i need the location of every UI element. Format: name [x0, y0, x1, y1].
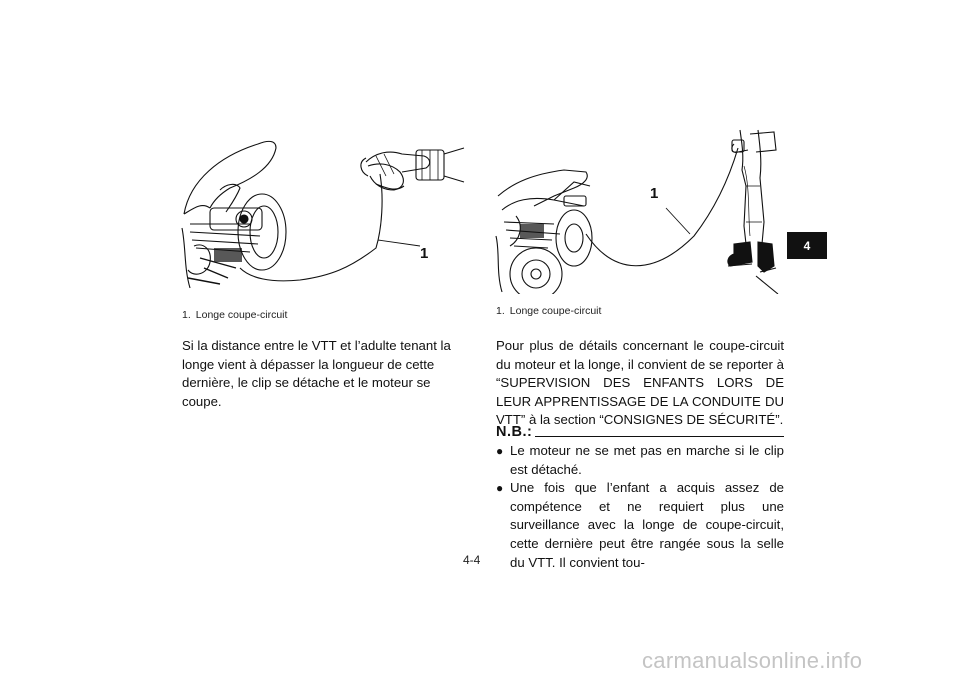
note-item — [496, 442, 784, 479]
left-illustration — [180, 128, 470, 298]
left-caption — [182, 309, 287, 321]
note-item-text: Une fois que l’enfant a acquis assez de compétence et ne requiert plus une surveillance avec la longe de coupe-circuit, cette dernière peut être rangée sous la selle du VTT. Il convient tou- — [510, 480, 784, 570]
note-rule — [535, 436, 784, 437]
right-body-paragraph: Pour plus de détails concernant le coupe-circuit du moteur et la longe, il convient de se reporter à “SUPERVISION DES ENFANTS LORS DE LEUR APPRENTISSAGE DE LA CONDUITE DU VTT” à la section “CONSIGNES DE SÉCURITÉ”. — [496, 338, 784, 428]
right-caption-text: Longe coupe-circuit — [509, 305, 602, 317]
note-list — [496, 442, 784, 572]
left-caption-number: 1. — [182, 309, 191, 321]
watermark-text: carmanualsonline.info — [642, 648, 863, 673]
right-caption — [496, 305, 601, 317]
page-number: 4-4 — [463, 553, 481, 567]
left-callout-number: 1 — [420, 245, 429, 262]
note-item-text: Le moteur ne se met pas en marche si le clip est détaché. — [510, 443, 784, 477]
chapter-tab: 4 — [787, 232, 827, 259]
note-block — [496, 424, 784, 572]
right-illustration — [494, 126, 786, 294]
note-item — [496, 479, 784, 572]
note-title: N.B.: — [496, 424, 533, 440]
right-callout-number: 1 — [650, 185, 659, 202]
note-header — [496, 424, 784, 440]
left-caption-text: Longe coupe-circuit — [195, 309, 288, 321]
left-body-paragraph: Si la distance entre le VTT et l’adulte tenant la longe vient à dépasser la longueur de cette dernière, le clip se détache et le moteur se coupe. — [182, 338, 451, 409]
right-caption-number: 1. — [496, 305, 505, 317]
bullet-icon: ● — [496, 444, 504, 458]
bullet-icon: ● — [496, 481, 504, 496]
